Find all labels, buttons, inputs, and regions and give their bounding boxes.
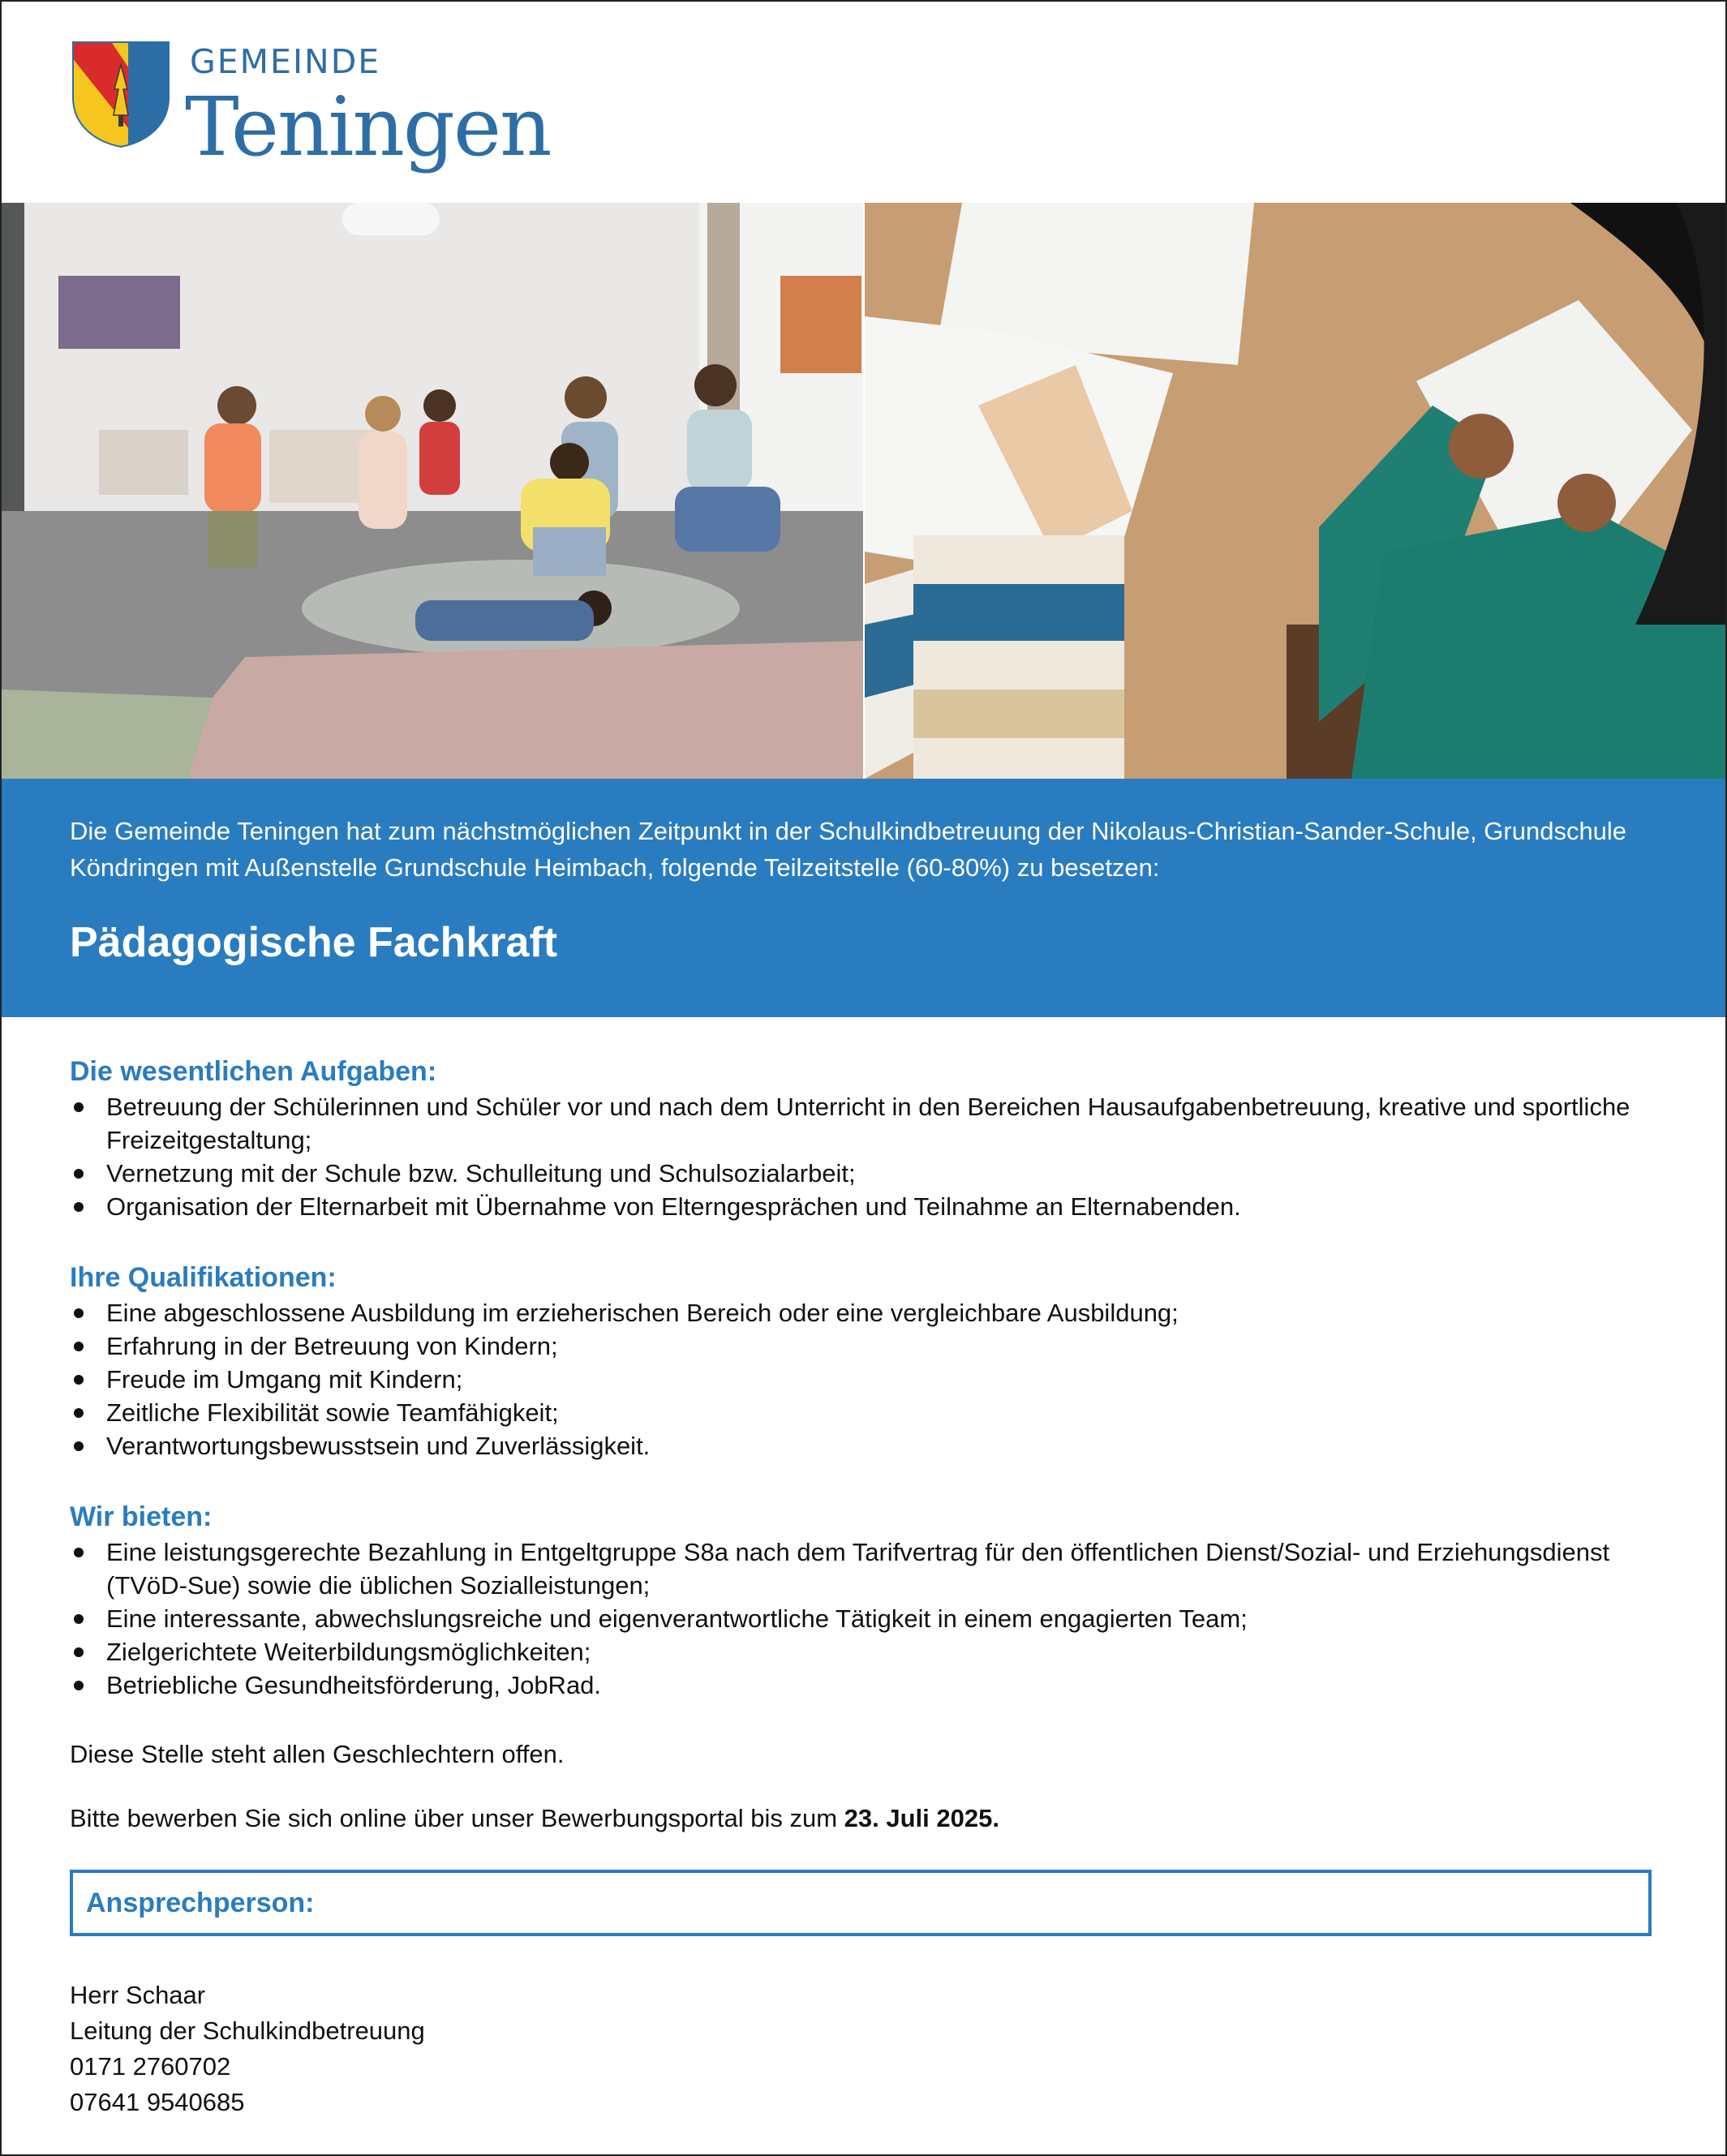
header — [2, 2, 1725, 203]
apply-instruction: Bitte bewerben Sie sich online über unser Bewerbungsportal bis zum — [70, 1804, 844, 1832]
logo-teningen-text: Teningen — [185, 79, 551, 174]
qualifications-heading: Ihre Qualifikationen: — [70, 1262, 337, 1293]
tasks-list — [70, 1090, 1660, 1223]
contact-phone-mobile: 0171 2760702 — [70, 2052, 231, 2081]
list-item: Organisation der Elternarbeit mit Übernahme von Elterngesprächen und Teilnahme an Elternabenden. — [70, 1190, 1660, 1223]
kids-playing-photo — [2, 203, 863, 779]
intro-band — [2, 779, 1725, 1017]
list-item: Betriebliche Gesundheitsförderung, JobRad. — [70, 1669, 1660, 1702]
job-details — [70, 1053, 1660, 1835]
contact-phone-office: 07641 9540685 — [70, 2088, 245, 2116]
coat-of-arms-icon — [71, 41, 170, 148]
job-title: Pädagogische Fachkraft — [70, 919, 558, 966]
contact-heading: Ansprechperson: — [86, 1888, 315, 1918]
list-item: Vernetzung mit der Schule bzw. Schulleitung und Schulsozialarbeit; — [70, 1157, 1660, 1190]
contact-role: Leitung der Schulkindbetreuung — [70, 2016, 425, 2045]
logo-gemeinde-text: GEMEINDE — [190, 42, 381, 81]
apply-text — [70, 1802, 1660, 1835]
list-item: Eine abgeschlossene Ausbildung im erzieherischen Bereich oder eine vergleichbare Ausbildung; — [70, 1296, 1660, 1329]
apply-deadline: 23. Juli 2025. — [844, 1804, 999, 1832]
tasks-heading: Die wesentlichen Aufgaben: — [70, 1056, 437, 1087]
list-item: Zielgerichtete Weiterbildungsmöglichkeiten; — [70, 1635, 1660, 1669]
offer-heading: Wir bieten: — [70, 1501, 213, 1532]
offer-list — [70, 1535, 1660, 1702]
hero-photos — [2, 203, 1725, 779]
intro-text: Die Gemeinde Teningen hat zum nächstmöglichen Zeitpunkt in der Schulkindbetreuung der Nikolaus-Christian-Sander-Schule, Grundschule Köndringen mit Außenstelle Grundschule Heimbach, folgende Teilzeitstelle (60-80%) zu besetzen: — [70, 817, 1627, 882]
contact-name: Herr Schaar — [70, 1981, 206, 2009]
list-item: Verantwortungsbewusstsein und Zuverlässigkeit. — [70, 1429, 1660, 1462]
qualifications-list — [70, 1296, 1660, 1462]
list-item: Eine leistungsgerechte Bezahlung in Entgeltgruppe S8a nach dem Tarifvertrag für den öffentlichen Dienst/Sozial- und Erziehungsdienst (TVöD-Sue) sowie die üblichen Sozialleistungen; — [70, 1535, 1660, 1602]
diversity-note: Diese Stelle steht allen Geschlechtern offen. — [70, 1740, 565, 1768]
list-item: Eine interessante, abwechslungsreiche und eigenverantwortliche Tätigkeit in einem engagierten Team; — [70, 1602, 1660, 1635]
contact-details — [70, 1978, 425, 2120]
list-item: Betreuung der Schülerinnen und Schüler vor und nach dem Unterricht in den Bereichen Hausaufgabenbetreuung, kreative und sportliche Freizeitgestaltung; — [70, 1090, 1660, 1157]
list-item: Erfahrung in der Betreuung von Kindern; — [70, 1329, 1660, 1363]
contact-heading-box — [70, 1870, 1652, 1936]
kids-writing-photo — [865, 203, 1725, 779]
list-item: Freude im Umgang mit Kindern; — [70, 1363, 1660, 1396]
list-item: Zeitliche Flexibilität sowie Teamfähigkeit; — [70, 1396, 1660, 1429]
